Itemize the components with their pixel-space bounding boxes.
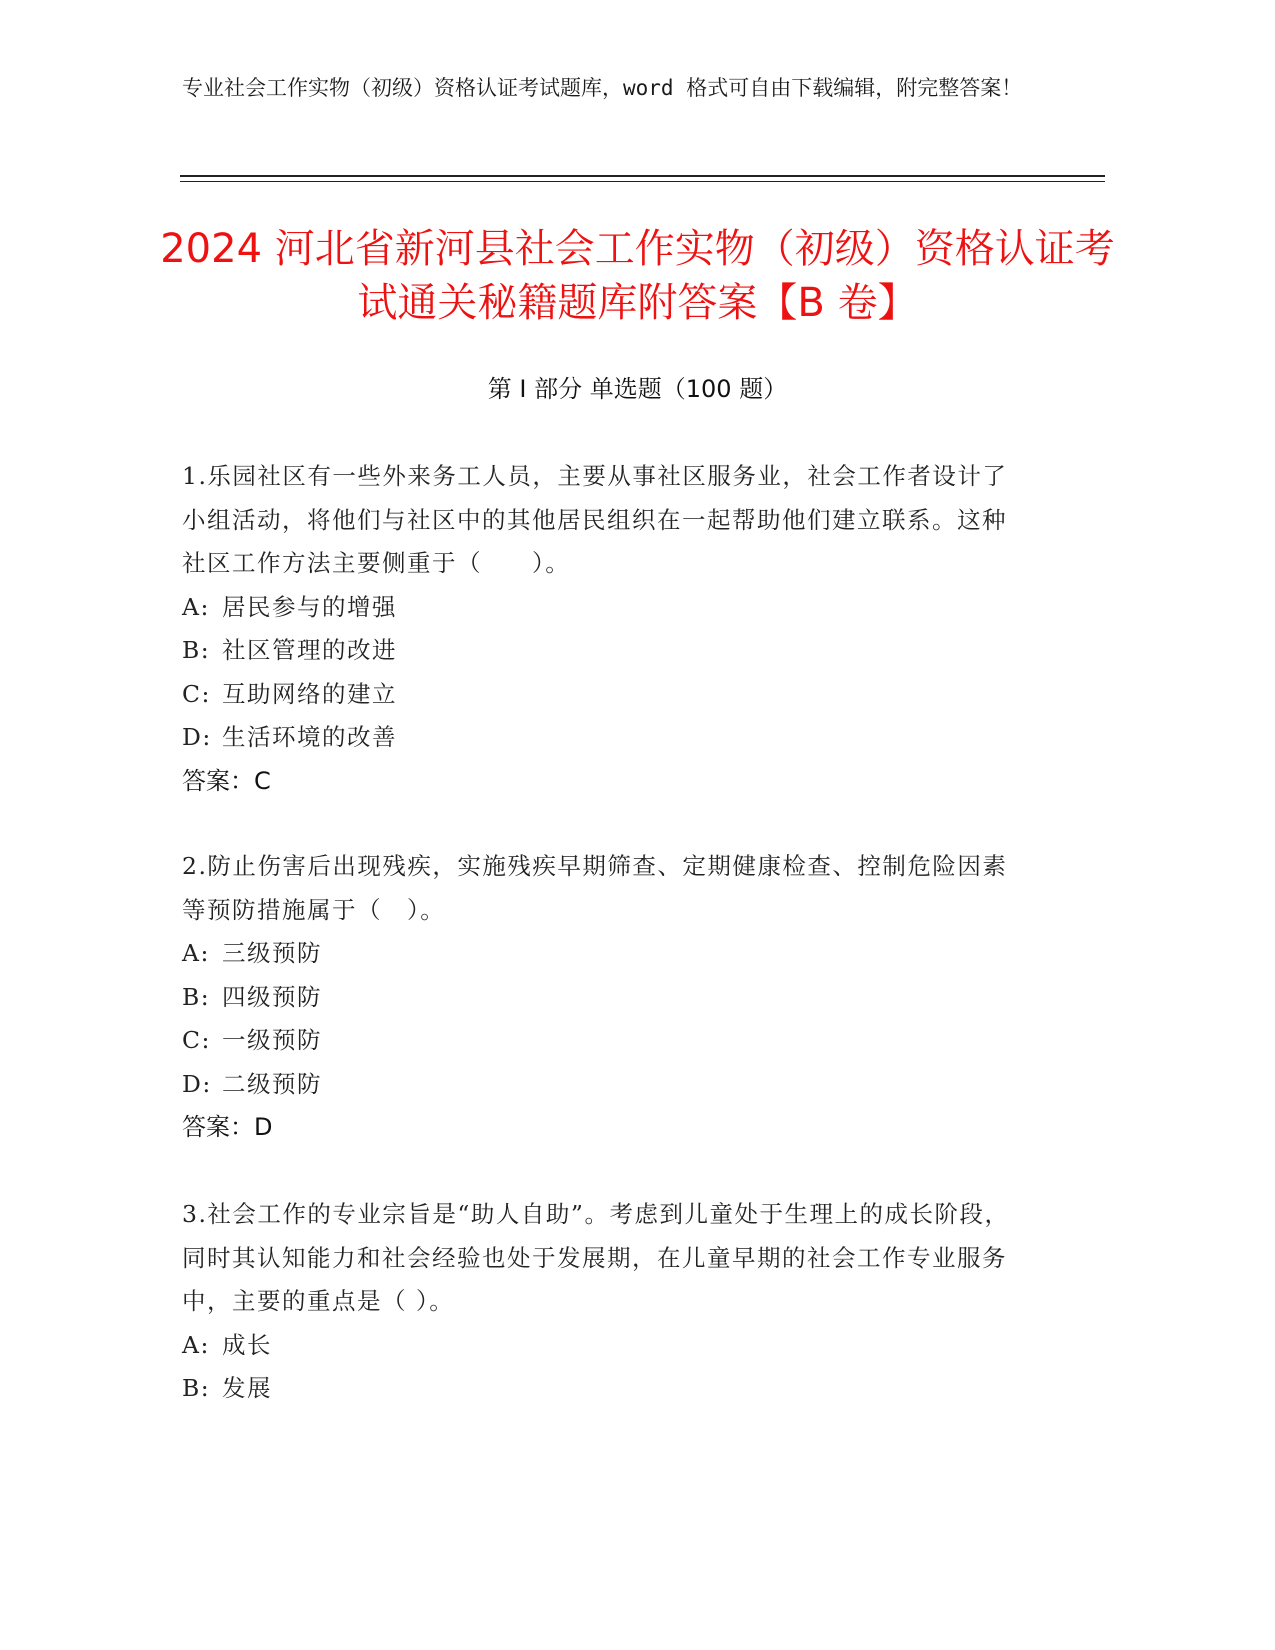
- option-text: 成长: [222, 1330, 272, 1359]
- option-letter: A:: [182, 939, 210, 967]
- option-text: 二级预防: [222, 1069, 322, 1098]
- header-divider-thin: [180, 181, 1105, 182]
- option-letter: A:: [182, 1330, 210, 1359]
- option-text: 三级预防: [222, 939, 322, 967]
- answer-line: 答案：C: [182, 766, 271, 795]
- option-text: 生活环境的改善: [222, 723, 397, 751]
- option-a: [182, 932, 1012, 976]
- option-a: [182, 1324, 1012, 1368]
- question-text: 2.防止伤害后出现残疾，实施残疾早期筛查、定期健康检查、控制危险因素等预防措施属于（ ）。: [182, 852, 1008, 924]
- option-letter: D:: [182, 1069, 212, 1098]
- option-text: 四级预防: [222, 982, 322, 1011]
- question-2: [182, 845, 1012, 1150]
- option-b: [182, 1367, 1012, 1411]
- option-text: 一级预防: [222, 1026, 322, 1054]
- question-3: [182, 1193, 1012, 1411]
- section-heading: 第 I 部分 单选题（100 题）: [487, 375, 788, 403]
- option-letter: C:: [182, 679, 211, 708]
- option-text: 互助网络的建立: [222, 679, 397, 708]
- option-b: [182, 629, 1012, 673]
- option-c: [182, 673, 1012, 717]
- option-a: [182, 586, 1012, 630]
- answer-line: 答案：D: [182, 1113, 273, 1141]
- option-letter: A:: [182, 592, 210, 621]
- header-note: 专业社会工作实物（初级）资格认证考试题库，word 格式可自由下载编辑，附完整答案！: [182, 76, 1023, 100]
- option-text: 社区管理的改进: [222, 636, 397, 664]
- header-divider-thick: [180, 175, 1105, 177]
- question-text: 3.社会工作的专业宗旨是“助人自助”。考虑到儿童处于生理上的成长阶段，同时其认知能力和社会经验也处于发展期，在儿童早期的社会工作专业服务中，主要的重点是（ ）。: [182, 1200, 1010, 1315]
- option-d: [182, 716, 1012, 760]
- option-letter: B:: [182, 636, 211, 664]
- option-letter: D:: [182, 723, 212, 751]
- option-letter: B:: [182, 982, 211, 1011]
- option-d: [182, 1063, 1012, 1107]
- option-c: [182, 1019, 1012, 1063]
- option-letter: B:: [182, 1374, 211, 1402]
- question-1: [182, 455, 1012, 803]
- option-text: 发展: [222, 1374, 272, 1402]
- question-text: 1.乐园社区有一些外来务工人员，主要从事社区服务业，社会工作者设计了小组活动，将他们与社区中的其他居民组织在一起帮助他们建立联系。这种社区工作方法主要侧重于（ ）。: [182, 462, 1008, 577]
- option-text: 居民参与的增强: [222, 592, 397, 621]
- option-b: [182, 976, 1012, 1020]
- option-letter: C:: [182, 1026, 211, 1054]
- document-title: 2024 河北省新河县社会工作实物（初级）资格认证考试通关秘籍题库附答案【B 卷】: [160, 226, 1115, 326]
